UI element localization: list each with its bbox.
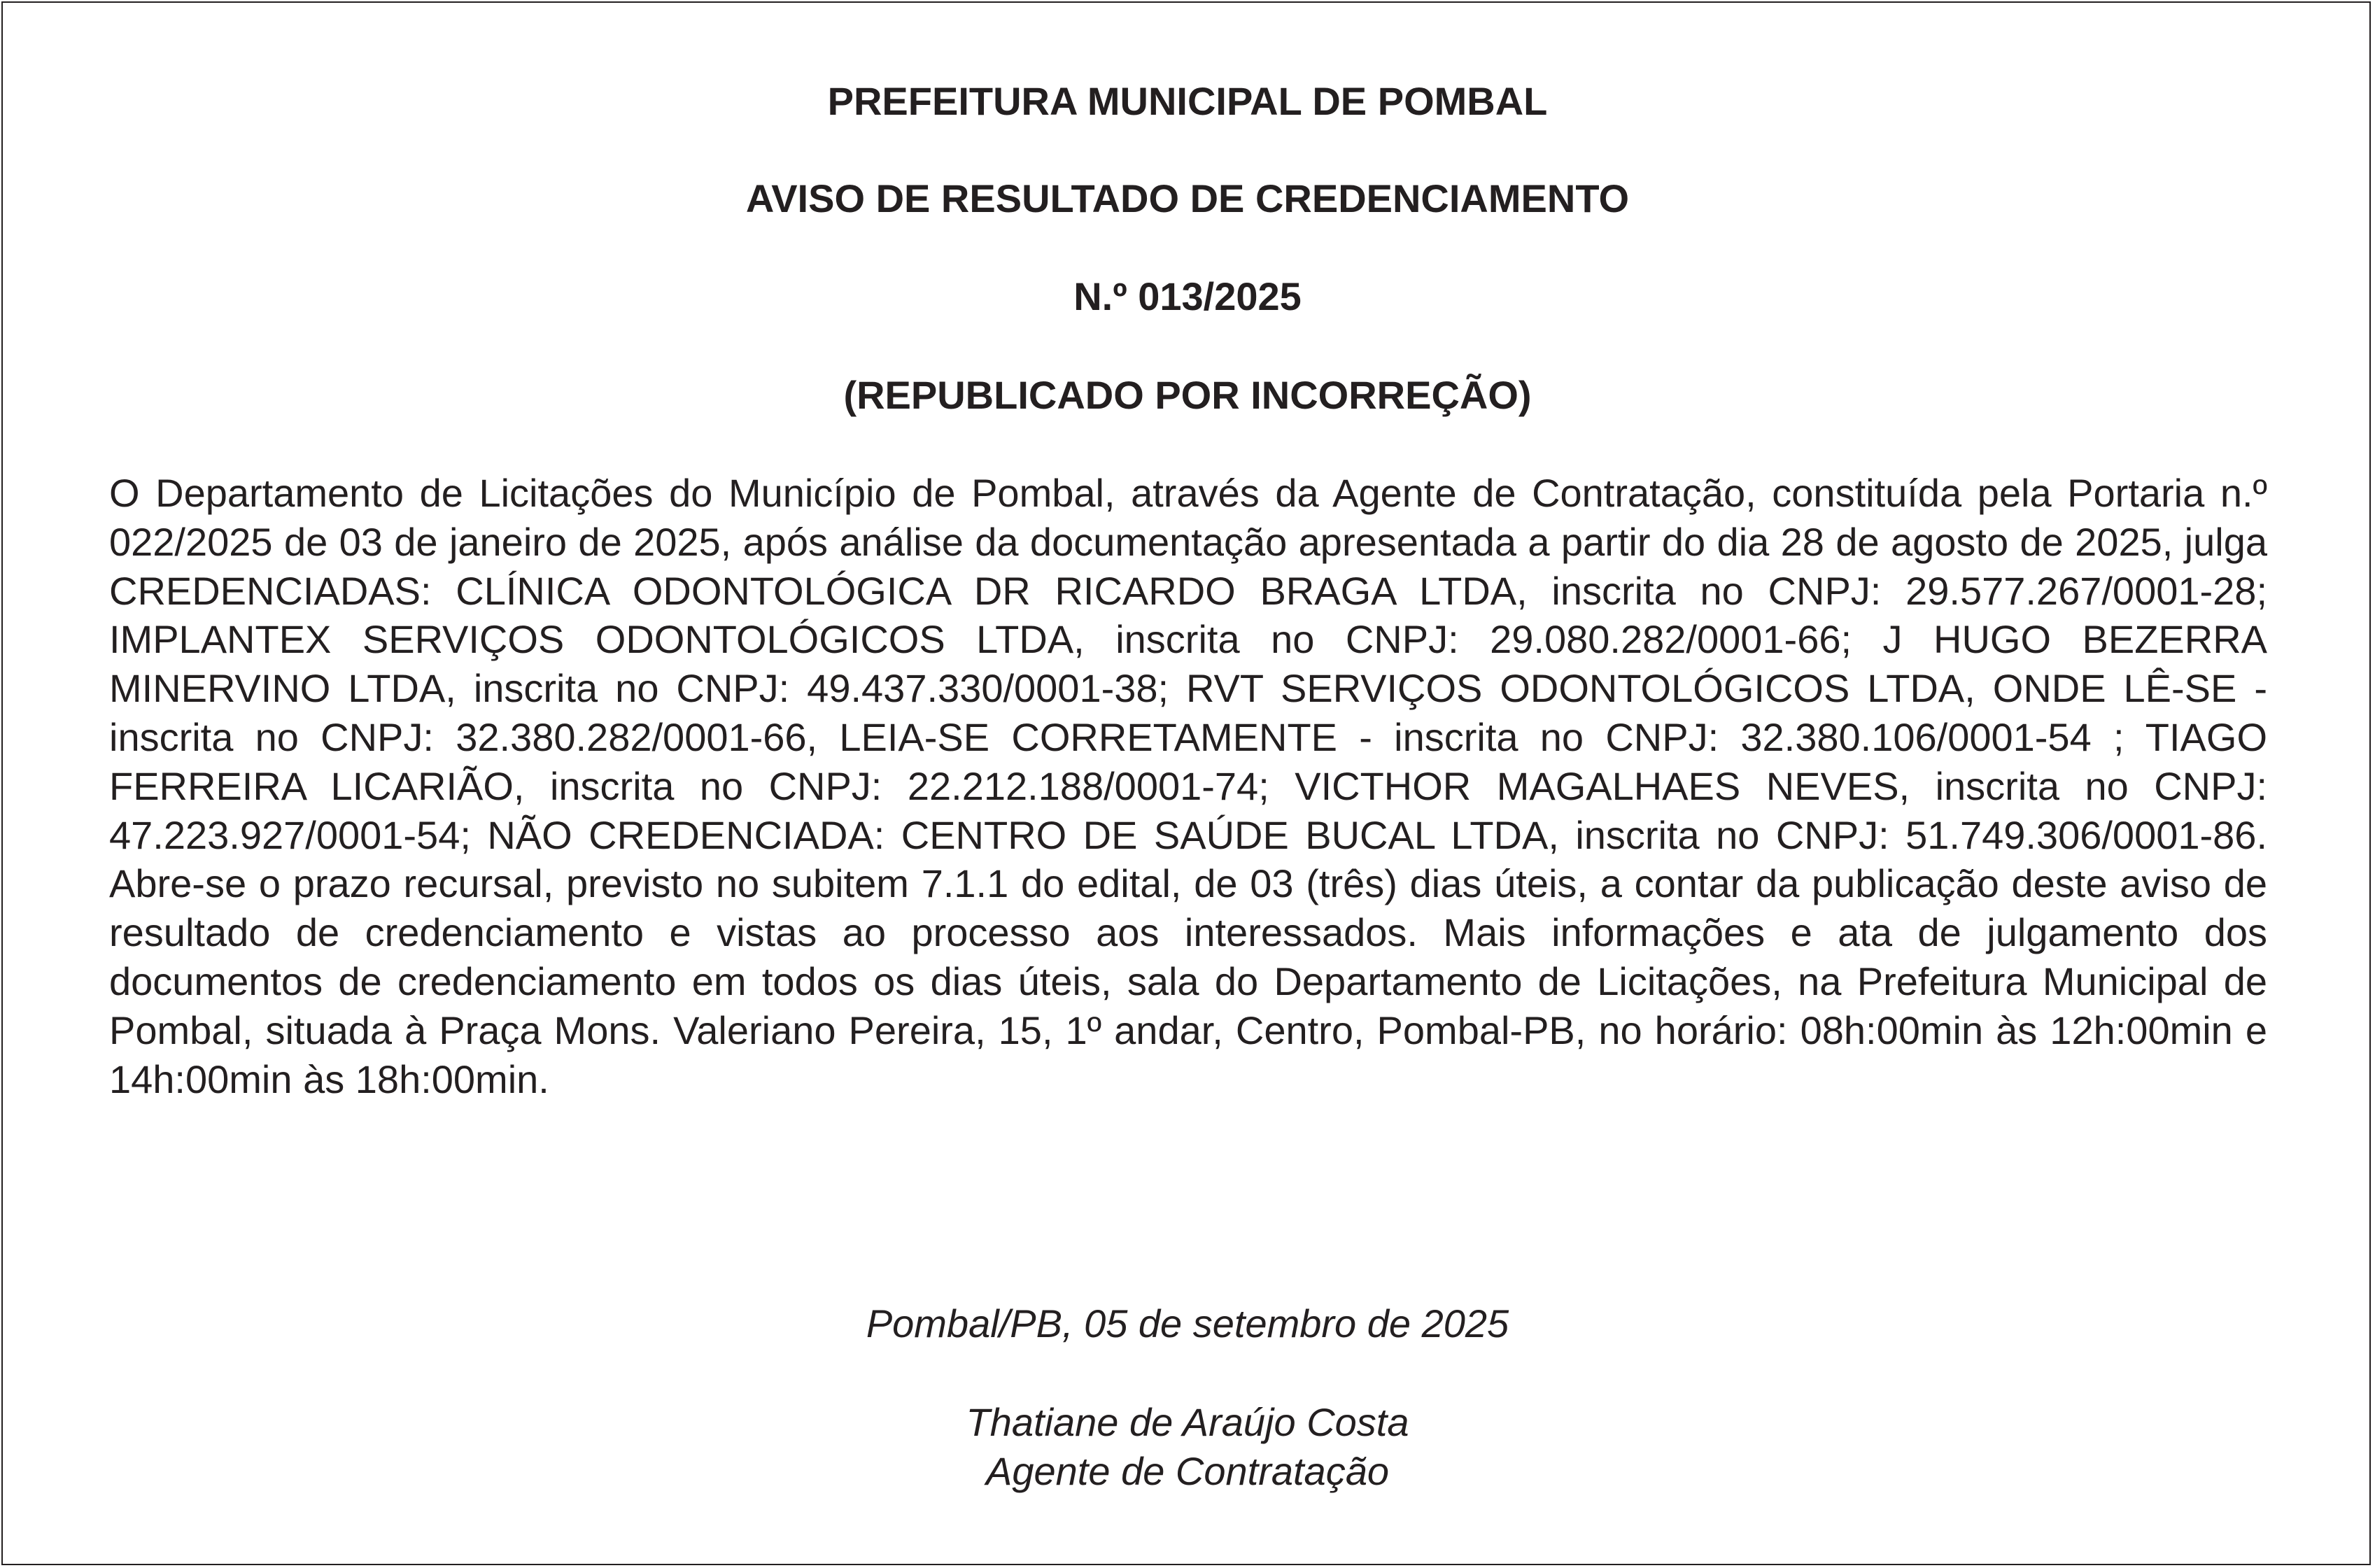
notice-body: O Departamento de Licitações do Município de Pombal, através da Agente de Contratação, constituída pela Portaria n.º 022/2025 de 03 de janeiro de 2025, após análise da documentação apresentada a partir do dia 28 de agosto de 2025, julga CREDENCIADAS: CLÍNICA ODONTOLÓGICA DR RICARDO BRAGA LTDA, inscrita no CNPJ: 29.577.267/0001-28; IMPLANTEX SERVIÇOS ODONTOLÓGICOS LTDA, inscrita no CNPJ: 29.080.282/0001-66; J HUGO BEZERRA MINERVINO LTDA, inscrita no CNPJ: 49.437.330/0001-38; RVT SERVIÇOS ODONTOLÓGICOS LTDA, ONDE LÊ-SE - inscrita no CNPJ: 32.380.282/0001-66, LEIA-SE CORRETAMENTE - inscrita no CNPJ: 32.380.106/0001-54 ; TIAGO FERREIRA LICARIÃO, inscrita no CNPJ: 22.212.188/0001-74; VICTHOR MAGALHAES NEVES, inscrita no CNPJ: 47.223.927/0001-54; NÃO CREDENCIADA: CENTRO DE SAÚDE BUCAL LTDA, inscrita no CNPJ: 51.749.306/0001-86. Abre-se o prazo recursal, previsto no subitem 7.1.1 do edital, de 03 (três) dias úteis, a contar da publicação deste aviso de resultado de credenciamento e vistas ao processo aos interessados. Mais informações e ata de julgamento dos documentos de credenciamento em todos os dias úteis, sala do Departamento de Licitações, na Prefeitura Municipal de Pombal, situada à Praça Mons. Valeriano Pereira, 15, 1º andar, Centro, Pombal-PB, no horário: 08h:00min às 12h:00min e 14h:00min às 18h:00min. (109, 471, 2267, 1101)
notice-number: N.º 013/2025 (1073, 274, 1302, 318)
signatory-role: Agente de Contratação (986, 1449, 1389, 1493)
place-and-date: Pombal/PB, 05 de setembro de 2025 (866, 1301, 1509, 1345)
signatory-name: Thatiane de Araújo Costa (966, 1400, 1409, 1444)
organization-heading: PREFEITURA MUNICIPAL DE POMBAL (827, 79, 1548, 123)
notice-title: AVISO DE RESULTADO DE CREDENCIAMENTO (745, 176, 1630, 220)
republication-note: (REPUBLICADO POR INCORREÇÃO) (843, 373, 1532, 417)
